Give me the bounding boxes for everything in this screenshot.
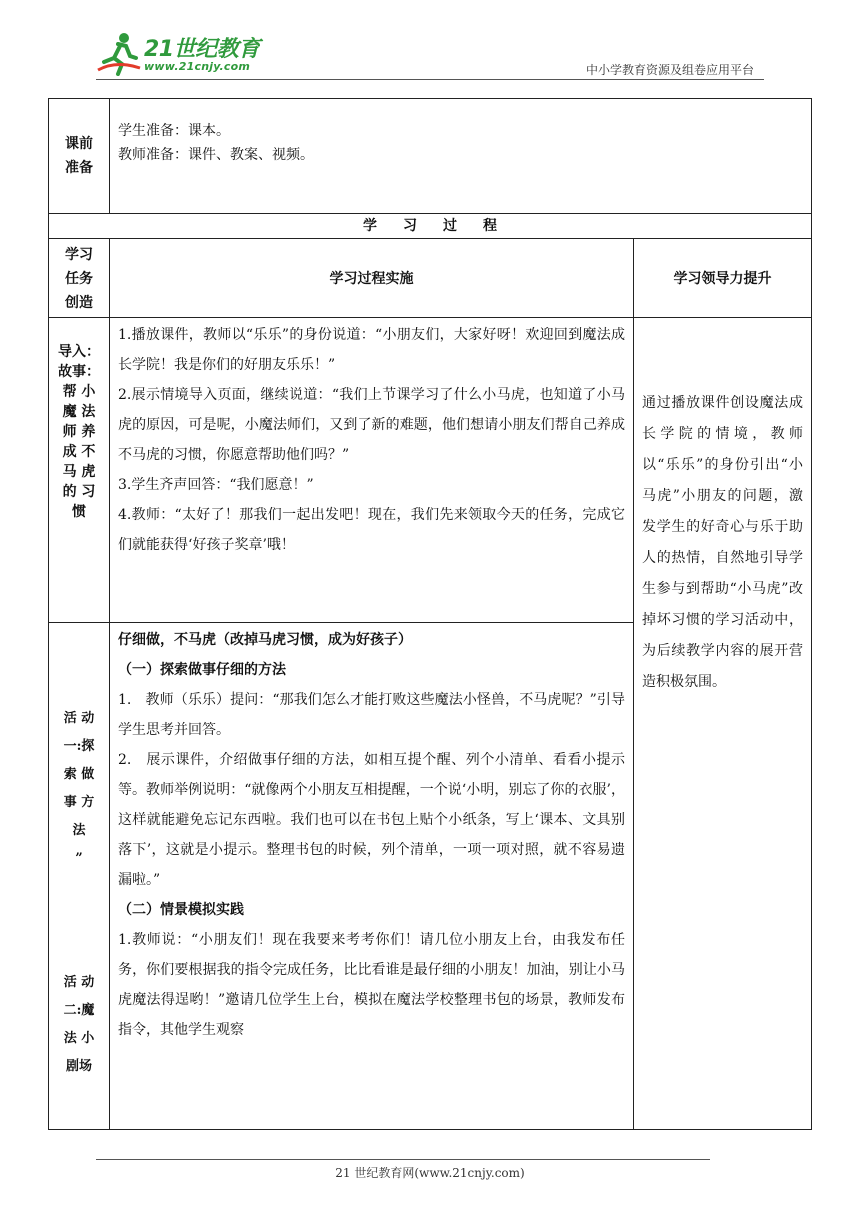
intro-label-line: 故事： xyxy=(58,364,100,380)
page-footer[interactable]: 21 世纪教育网(www.21cnjy.com) xyxy=(335,1166,525,1180)
activity1-label-line: 事 方 xyxy=(63,795,95,810)
activity1-label-line: 索 做 xyxy=(63,767,95,782)
prep-label xyxy=(49,99,110,214)
page-header xyxy=(0,0,860,90)
intro-row xyxy=(49,318,812,623)
logo-url-text: www.21cnjy.com xyxy=(144,60,251,73)
prep-row xyxy=(49,99,812,214)
activity-paragraph: 1.教师说：“小朋友们！现在我要来考考你们！请几位小朋友上台，由我发布任务，你们要根据我的指令完成任务，比比看谁是最仔细的小朋友！加油，别让小马虎魔法得逞哟！”邀请几位学生上台，模拟在魔法学校整理书包的场景，教师发布指令，其他学生观察 xyxy=(118,932,625,1038)
intro-label-line: 的 习 xyxy=(62,484,96,500)
prep-label-line1: 课前 xyxy=(65,136,93,152)
task-column-header xyxy=(49,239,110,318)
intro-paragraph: 1.播放课件，教师以“乐乐”的身份说道：“小朋友们，大家好呀！欢迎回到魔法成长学院！我是你们的好朋友乐乐！” xyxy=(118,327,625,373)
header-divider xyxy=(96,79,764,80)
intro-label-line: 帮 小 xyxy=(62,384,96,400)
activity-subheading-2: （二）情景模拟实践 xyxy=(118,902,244,918)
activity1-label-line: 法 xyxy=(72,823,86,838)
intro-label-line: 成 不 xyxy=(62,444,96,460)
activity2-label-line: 二:魔 xyxy=(63,1003,95,1018)
activity2-label-line: 剧场 xyxy=(65,1059,92,1074)
activity-labels xyxy=(49,623,110,1130)
prep-label-line2: 准备 xyxy=(65,160,93,176)
task-header-line2: 任务 xyxy=(65,271,93,287)
activity-heading: 仔细做，不马虎（改掉马虎习惯，成为好孩子） xyxy=(118,632,412,648)
section-title: 学习过程 xyxy=(49,214,812,239)
activity2-label-line: 法 小 xyxy=(63,1031,95,1046)
site-logo[interactable] xyxy=(96,30,266,80)
logo-brand-text: 21世纪教育 xyxy=(144,37,260,62)
activity-content xyxy=(110,623,634,1130)
activity-subheading-1: （一）探索做事仔细的方法 xyxy=(118,662,286,678)
teacher-prep: 教师准备：课件、教案、视频。 xyxy=(118,147,314,163)
activity-paragraph: 1. 教师（乐乐）提问：“那我们怎么才能打败这些魔法小怪兽，不马虎呢？”引导学生思考并回答。 xyxy=(118,692,625,738)
activity-paragraph: 2. 展示课件，介绍做事仔细的方法，如相互提个醒、列个小清单、看看小提示等。教师举例说明：“就像两个小朋友互相提醒，一个说‘小明，别忘了你的衣服’，这样就能避免忘记东西啦。我们也可以在书包上贴个小纸条，写上‘课本、文具别落下’，这就是小提示。整理书包的时候，列个清单，一项一项对照，就不容易遗漏啦。” xyxy=(118,752,625,888)
leadership-content: 通过播放课件创设魔法成长学院的情境，教师以“乐乐”的身份引出“小马虎”小朋友的问题，激发学生的好奇心与乐于助人的热情，自然地引导学生参与到帮助“小马虎”改掉坏习惯的学习活动中，为后续教学内容的展开营造积极氛围。 xyxy=(634,318,812,1130)
intro-label-line: 导入： xyxy=(58,344,100,360)
activity1-label-line: 一:探 xyxy=(63,739,95,754)
intro-label-line: 师 养 xyxy=(62,424,96,440)
task-header-line3: 创造 xyxy=(65,295,93,311)
intro-paragraph: 3.学生齐声回答：“我们愿意！” xyxy=(118,477,314,493)
activity1-label-line: 活 动 xyxy=(63,711,95,726)
implementation-column-header: 学习过程实施 xyxy=(110,239,634,318)
footer-divider xyxy=(96,1159,710,1160)
student-prep: 学生准备：课本。 xyxy=(118,123,230,139)
runner-logo-icon xyxy=(96,30,142,76)
prep-content xyxy=(110,99,812,214)
intro-content xyxy=(110,318,634,623)
leadership-column-header: 学习领导力提升 xyxy=(634,239,812,318)
section-title-row xyxy=(49,214,812,239)
activity2-label-line: 活 动 xyxy=(63,975,95,990)
lesson-table xyxy=(48,98,812,1130)
intro-label-line: 马 虎 xyxy=(62,464,96,480)
column-header-row xyxy=(49,239,812,318)
intro-paragraph: 2.展示情境导入页面，继续说道：“我们上节课学习了什么小马虎，也知道了小马虎的原因，可是呢，小魔法师们，又到了新的难题，他们想请小朋友们帮自己养成不马虎的习惯，你愿意帮助他们吗？” xyxy=(118,387,625,463)
platform-title: 中小学教育资源及组卷应用平台 xyxy=(585,63,754,77)
task-header-line1: 学习 xyxy=(65,247,93,263)
intro-label xyxy=(49,318,110,623)
intro-label-line: 惯 xyxy=(72,504,86,520)
activity1-label-line: ” xyxy=(75,851,83,866)
intro-label-line: 魔 法 xyxy=(62,404,96,420)
intro-paragraph: 4.教师：“太好了！那我们一起出发吧！现在，我们先来领取今天的任务，完成它们就能获得‘好孩子奖章’哦！ xyxy=(118,507,625,553)
